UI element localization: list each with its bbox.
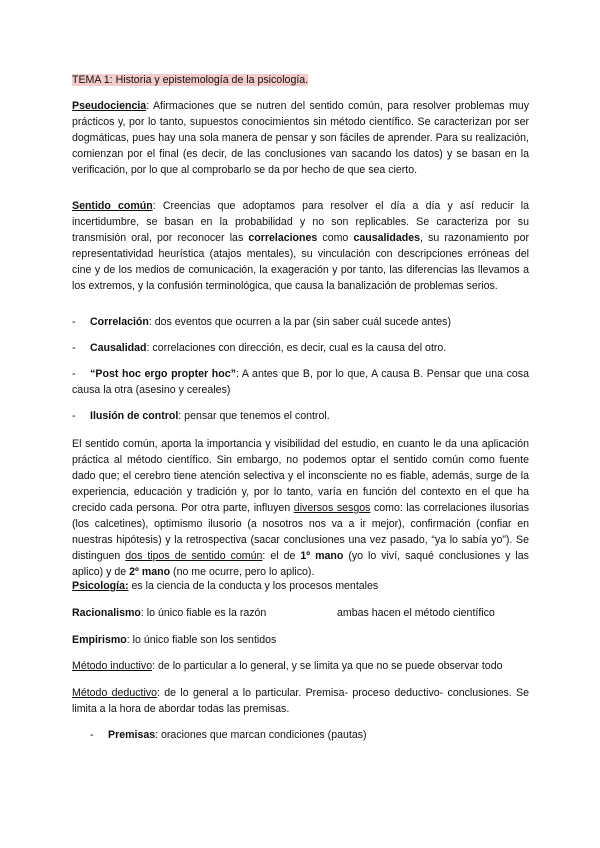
sentido-comun-term: Sentido común: [72, 200, 153, 212]
title-text: TEMA 1: Historia y epistemología de la psicología.: [72, 74, 309, 86]
bullet-correlacion: [72, 314, 451, 330]
sentido-comun-paragraph: [72, 198, 529, 294]
racionalismo-text: : lo único fiable es la razón: [140, 607, 267, 619]
bullet-dash: -: [72, 410, 76, 422]
bullet-text: : pensar que tenemos el control.: [178, 410, 330, 422]
analysis-text-5: (no me ocurre, pero lo aplico).: [170, 566, 315, 578]
pseudociencia-paragraph: [72, 98, 529, 178]
bullet-text: : A antes que B, por lo que, A causa B. Pensar que una cosa causa la otra (asesino y cereales): [72, 368, 529, 396]
premisas-term: Premisas: [108, 729, 156, 741]
bullet-term: Correlación: [90, 316, 149, 328]
bullet-text: : correlaciones con dirección, es decir, cual es la causa del otro.: [146, 342, 447, 354]
dos-tipos-underline: dos tipos de sentido común: [125, 550, 263, 562]
metodo-inductivo-definition: [72, 658, 502, 674]
bullet-premisas: [90, 727, 367, 743]
segunda-mano-bold: 2º mano: [129, 566, 171, 578]
correlaciones-bold: correlaciones: [248, 232, 318, 244]
pseudociencia-term: Pseudociencia: [72, 100, 147, 112]
racionalismo-note: ambas hacen el método científico: [337, 607, 495, 619]
racionalismo-definition: [72, 605, 529, 621]
bullet-dash: -: [72, 316, 76, 328]
bullet-ilusion-control: [72, 408, 330, 424]
psicologia-definition: [72, 578, 378, 594]
analysis-text-3: : el de: [262, 550, 301, 562]
premisas-text: : oraciones que marcan condiciones (pautas): [155, 729, 367, 741]
bullet-causalidad: [72, 340, 446, 356]
diversos-sesgos-underline: diversos sesgos: [293, 502, 371, 514]
bullet-term: “Post hoc ergo propter hoc”: [90, 368, 236, 380]
inductivo-text: : de lo particular a lo general, y se limita ya que no se puede observar todo: [152, 660, 503, 672]
deductivo-text: : de lo general a lo particular. Premisa- proceso deductivo- conclusiones. Se limita a la hora de abordar todas las premisas.: [72, 687, 529, 715]
sentido-comun-text-2: como: [317, 232, 354, 244]
deductivo-term: Método deductivo: [72, 687, 158, 699]
bullet-dash: -: [72, 342, 76, 354]
empirismo-definition: [72, 632, 276, 648]
bullet-post-hoc: [72, 366, 529, 398]
bullet-dash: -: [72, 368, 76, 380]
analysis-text-2: como: las correlaciones ilusorias (los calcetines), optimismo ilusorio (a nosotros nos va a ir mejor), confirmación (confiar en nuestras hipótesis) y la retrospectiva (sacar conclusiones una vez pasado, “ya lo sabía yo”). Se distinguen: [72, 502, 529, 562]
bullet-text: : dos eventos que ocurren a la par (sin saber cuál sucede antes): [148, 316, 451, 328]
pseudociencia-text: : Afirmaciones que se nutren del sentido común, para resolver problemas muy prácticos y, por lo tanto, supuestos conocimientos sin método científico. Se caracterizan por ser dogmáticas, pues hay una sola manera de pensar y son fáciles de aprender. Para su realización, comienzan por el final (es decir, de las conclusiones van sacando los datos) y se basan en la verificación, por lo que al comprobarlo se da por hecho de que sea cierto.: [72, 100, 529, 176]
sentido-comun-text-1: : Creencias que adoptamos para resolver el día a día y así reducir la incertidumbre, se basan en la probabilidad y no son replicables. Se caracteriza por su transmisión oral, por reconocer las: [72, 200, 529, 244]
causalidades-bold: causalidades: [353, 232, 420, 244]
metodo-deductivo-definition: [72, 685, 529, 717]
bullet-term: Causalidad: [90, 342, 147, 354]
inductivo-term: Método inductivo: [72, 660, 153, 672]
racionalismo-term: Racionalismo: [72, 607, 141, 619]
empirismo-text: : lo único fiable son los sentidos: [126, 634, 277, 646]
sentido-comun-text-3: , su razonamiento por representatividad heurística (atajos mentales), su vinculación con descripciones erróneas del cine y de los medios de comunicación, la exageración y por tanto, las diferencias las llevamos a los extremos, y la confusión terminológica, que causa la banalización de problemas serios.: [72, 232, 530, 292]
analysis-text-4: (yo lo viví, saqué conclusiones y las aplico) y de: [72, 550, 529, 578]
primera-mano-bold: 1º mano: [300, 550, 344, 562]
psicologia-term: Psicología:: [72, 580, 129, 592]
psicologia-text: es la ciencia de la conducta y los procesos mentales: [128, 580, 379, 592]
empirismo-term: Empirismo: [72, 634, 127, 646]
analysis-text-1: El sentido común, aporta la importancia y visibilidad del estudio, en cuanto le da una aplicación práctica al método científico. Sin embargo, no podemos optar el sentido común como fuente dado que; el cerebro tiene atención selectiva y el inconsciente no es fiable, además, surge de la experiencia, educación y tradición y, por lo tanto, varía en función del contexto en el que ha crecido cada persona. Por otra parte, influyen: [72, 438, 529, 514]
page-title: [72, 72, 308, 88]
sentido-comun-analysis-paragraph: [72, 436, 529, 580]
bullet-dash: -: [90, 729, 94, 741]
bullet-term: Ilusión de control: [90, 410, 179, 422]
